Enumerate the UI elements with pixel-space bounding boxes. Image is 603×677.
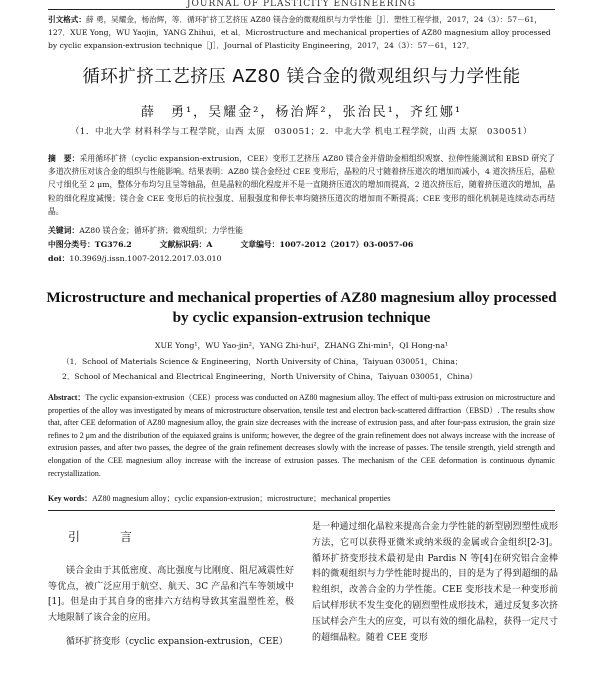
affiliation-en-line-1: （1．School of Materials Science & Engineering，North University of China，Taiyuan 030051，China； xyxy=(62,357,463,366)
keywords-english xyxy=(48,492,555,505)
intro-paragraph-1: 镁合金由于其低密度、高比强度与比刚度、阻尼减震性好等优点，被广泛应用于航空、航天、3C 产品和汽车等领域中[1]。但是由于其自身的密排六方结构导致其室温塑性差，极大地限制了该合金的应用。 xyxy=(48,565,294,624)
affiliation-english xyxy=(62,354,562,384)
intro-paragraph-continued: 是一种通过细化晶粒来提高合金力学性能的新型剧烈塑性成形方法，它可以获得亚微米或纳米级的金属或合金组织[2-3]。循环扩挤变形技术最初是由 Pardis N 等[4]在研究铝合金棒料的微观组织与力学性能时提出的，目的是为了得到超细的晶粒组织，改善合金的力学性能。CEE 变形技术是一种变形前后试样形状不发生变化的剧烈塑性成形技术，通过反复多次挤压试样会产生大的应变，可以有效的细化晶粒，获得一定尺寸的超细晶粒。随着 CEE 变形 xyxy=(312,522,558,643)
abstract-chinese xyxy=(48,152,555,218)
body-column-left xyxy=(48,520,294,659)
body-column-right xyxy=(312,520,558,654)
title-english: Microstructure and mechanical properties of AZ80 magnesium alloy processed by cyclic expansion-extrusion technique xyxy=(46,289,557,326)
intro-heading: 引 言 xyxy=(68,530,147,544)
abstract-en-text: The cyclic expansion-extrusion（CEE）process was conducted on AZ80 magnesium alloy. The effect of multi-pass extrusion on microstructure and properties of the alloy was investigated by means of microstructure observation, tensile test and electron back-scattered diffraction（EBSD）. The results show that, after CEE deformation of AZ80 magnesium alloy, the grain size decreases with the increase of extrusion pass, and after four-pass extrusion, the grain size refines to 2 μm and the distribution of the equiaxed grains is uniform; however, the degree of the grain refinement does not always increase with the increase of extrusion passes, and after two passes, the degree of the grain refinement decreases slowly with the increase of passes. The tensile strength, yield strength and elongation of the CEE magnesium alloy increase with the increase of extrusion passes. The mechanism of the CEE deformation is continuous dynamic recrystallization. xyxy=(48,393,555,478)
citation-label: 引文格式： xyxy=(48,15,86,24)
running-head: JOURNAL OF PLASTICITY ENGINEERING xyxy=(186,0,417,8)
authors-english: XUE Yong¹，WU Yao-jin²，YANG Zhi-hui²，ZHANG Zhi-min¹，QI Hong-na¹ xyxy=(154,341,449,350)
abstract-english xyxy=(48,392,555,480)
intro-paragraph-2: 循环扩挤变形（cyclic expansion-extrusion，CEE） xyxy=(66,636,288,647)
doi-label: doi： xyxy=(48,254,70,263)
clc-number: 中图分类号：TG376.2 xyxy=(48,240,132,249)
keywords-cn-text: AZ80 镁合金；循环扩挤；微观组织；力学性能 xyxy=(79,226,243,235)
keywords-cn-label: 关键词： xyxy=(48,226,80,235)
affiliation-chinese: （1．中北大学 材料科学与工程学院，山西 太原 030051；2．中北大学 机电工程学院，山西 太原 030051） xyxy=(70,127,533,137)
citation-block xyxy=(48,13,558,52)
classification-line xyxy=(48,238,555,251)
abstract-cn-text: 采用循环扩挤（cyclic expansion-extrusion，CEE）变形工艺挤压 AZ80 镁合金并借助金相组织观察、拉伸性能测试和 EBSD 研究了多道次挤压对该合金的组织与性能影响。结果表明：AZ80 镁合金经过 CEE 变形后，晶粒的尺寸随着挤压道次的增加而减小，4 道次挤压后，晶粒尺寸细化至 2 μm，整体分布均匀且呈等轴晶，但是晶粒的细化程度并不是一直随挤压道次的增加而提高，2 道次挤压后，随着挤压道次的增加，晶粒的细化程度减慢；镁合金 CEE 变形后的抗拉强度、屈服强度和伸长率均随挤压道次的增加而不断提高；CEE 变形的细化机制是连续动态再结晶。 xyxy=(48,154,555,216)
abstract-cn-label: 摘 要： xyxy=(48,154,80,163)
section-rule xyxy=(48,510,555,511)
affiliation-en-line-2: 2．School of Mechanical and Electrical Engineering，North University of China，Taiyuan 030051，China） xyxy=(62,372,478,381)
keywords-chinese xyxy=(48,224,555,237)
title-chinese: 循环扩挤工艺挤压 AZ80 镁合金的微观组织与力学性能 xyxy=(82,67,521,87)
abstract-en-label: Abstract： xyxy=(48,393,86,402)
doi-line xyxy=(48,252,555,265)
keywords-en-text: AZ80 magnesium alloy；cyclic expansion-extrusion；microstructure；mechanical properties xyxy=(92,494,391,503)
authors-chinese: 薛 勇¹，吴耀金²，杨治辉²，张治民¹，齐红娜¹ xyxy=(140,105,463,120)
article-id: 文章编号：1007-2012（2017）03-0057-06 xyxy=(240,240,414,249)
doi-value[interactable]: 10.3969/j.issn.1007-2012.2017.03.010 xyxy=(69,254,222,263)
header-rule xyxy=(48,9,555,10)
citation-text: 薛 勇，吴耀金，杨治辉，等．循环扩挤工艺挤压 AZ80 镁合金的微观组织与力学性能［J］．塑性工程学报，2017，24（3）：57－61，127．XUE Yong，WU Yaojin，YANG Zhihui，et al．Microstructure and mechanical properties of AZ80 magnesium alloy processed by cyclic expansion-extrusion technique［J］．Journal of Plasticity Engineering，2017，24（3）：57－61，127． xyxy=(48,15,551,50)
keywords-en-label: Key words： xyxy=(48,494,93,503)
document-code: 文献标识码：A xyxy=(159,240,213,249)
